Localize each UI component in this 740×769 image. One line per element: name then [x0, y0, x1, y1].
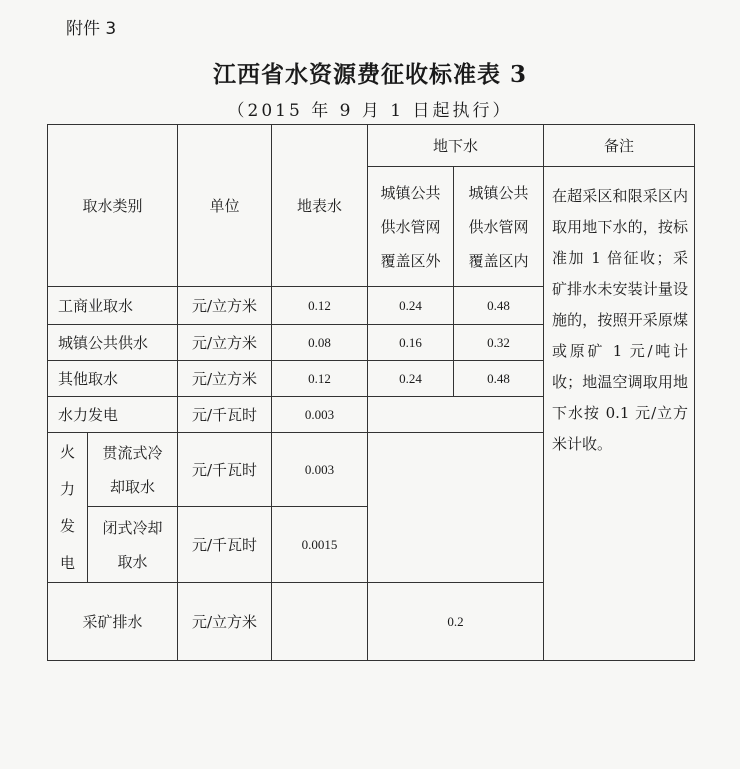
header-ground: 地下水 [368, 125, 544, 167]
row-category: 工商业取水 [48, 287, 178, 325]
row-surface [272, 583, 368, 661]
effective-date: （2015 年 9 月 1 日起执行） [227, 101, 513, 121]
row-ground-inside: 0.32 [454, 325, 544, 361]
row-surface: 0.003 [272, 397, 368, 433]
row-ground-inside: 0.48 [454, 287, 544, 325]
document-title: 江西省水资源费征收标准表 3 [212, 61, 527, 88]
header-surface: 地表水 [272, 125, 368, 287]
row-unit: 元/千瓦时 [178, 507, 272, 583]
row-surface: 0.08 [272, 325, 368, 361]
row-unit: 元/千瓦时 [178, 433, 272, 507]
fee-standard-table [47, 124, 695, 661]
row-unit: 元/立方米 [178, 287, 272, 325]
row-category: 采矿排水 [48, 583, 178, 661]
header-category: 取水类别 [48, 125, 178, 287]
row-surface: 0.0015 [272, 507, 368, 583]
row-ground-outside: 0.24 [368, 361, 454, 397]
row-category: 水力发电 [48, 397, 178, 433]
header-remark: 备注 [544, 125, 695, 167]
row-unit: 元/立方米 [178, 583, 272, 661]
row-ground-merged: 0.2 [368, 583, 544, 661]
row-surface: 0.12 [272, 287, 368, 325]
row-category: 其他取水 [48, 361, 178, 397]
row-unit: 元/千瓦时 [178, 397, 272, 433]
row-unit: 元/立方米 [178, 361, 272, 397]
row-surface: 0.003 [272, 433, 368, 507]
row-surface: 0.12 [272, 361, 368, 397]
remark-text: 在超采区和限采区内取用地下水的，按标准加 1 倍征收；采矿排水未安装计量设施的，按照开采原煤或原矿 1 元/吨计收；地温空调取用地下水按 0.1 元/立方米计收。 [544, 167, 695, 661]
row-ground-outside: 0.16 [368, 325, 454, 361]
row-subcategory: 闭式冷却 取水 [88, 507, 178, 583]
row-unit: 元/立方米 [178, 325, 272, 361]
row-ground-inside: 0.48 [454, 361, 544, 397]
row-subcategory: 贯流式冷 却取水 [88, 433, 178, 507]
row-category: 城镇公共供水 [48, 325, 178, 361]
attachment-label: 附件 3 [66, 19, 117, 39]
header-ground-inside: 城镇公共 供水管网 覆盖区内 [454, 167, 544, 287]
thermal-power-label: 火 力 发 电 [48, 433, 88, 583]
row-ground-outside: 0.24 [368, 287, 454, 325]
empty-cell [368, 397, 544, 433]
empty-cell [368, 433, 544, 583]
header-ground-outside: 城镇公共 供水管网 覆盖区外 [368, 167, 454, 287]
header-unit: 单位 [178, 125, 272, 287]
